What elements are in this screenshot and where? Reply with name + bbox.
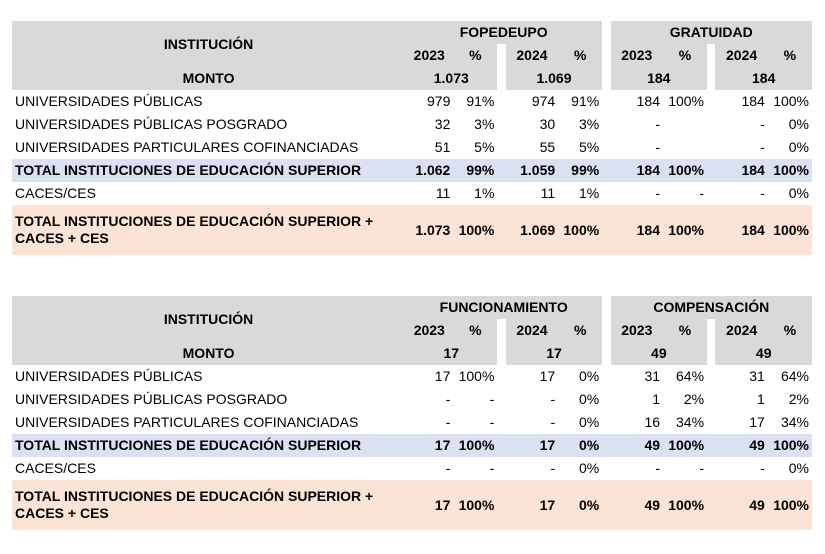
amount-cell: - bbox=[550, 414, 556, 430]
percent-cell: 100% bbox=[558, 205, 602, 255]
column-gap bbox=[497, 319, 505, 342]
group-header: FUNCIONAMIENTO bbox=[405, 296, 602, 319]
column-gap bbox=[707, 136, 715, 159]
column-gap bbox=[497, 136, 505, 159]
percent-cell: 3% bbox=[474, 116, 495, 132]
percent-cell: 100% bbox=[453, 434, 497, 457]
percent-cell: - bbox=[489, 414, 495, 430]
monto-row bbox=[12, 67, 812, 90]
amount-cell: 184 bbox=[636, 93, 660, 109]
percent-cell: 0% bbox=[788, 460, 809, 476]
percent-cell: 99% bbox=[558, 159, 602, 182]
percent-cell: 100% bbox=[663, 480, 707, 530]
monto-label: MONTO bbox=[12, 342, 405, 365]
percent-cell: 0% bbox=[579, 414, 600, 430]
amount-cell: 31 bbox=[749, 368, 765, 384]
amount-cell: - bbox=[760, 139, 765, 155]
amount-cell: 17 bbox=[749, 414, 765, 430]
column-gap bbox=[707, 480, 715, 530]
amount-cell: - bbox=[445, 460, 451, 476]
row-label: CACES/CES bbox=[15, 460, 96, 476]
percent-cell: 100% bbox=[453, 205, 497, 255]
percent-cell: - bbox=[699, 460, 705, 476]
percent-cell: 100% bbox=[453, 480, 497, 530]
percent-cell: 100% bbox=[768, 480, 812, 530]
amount-cell: 49 bbox=[611, 434, 663, 457]
percent-cell: 0% bbox=[579, 391, 600, 407]
percent-cell: 1% bbox=[474, 185, 495, 201]
row-label: UNIVERSIDADES PARTICULARES COFINANCIADAS bbox=[15, 414, 359, 430]
amount-cell: 17 bbox=[506, 434, 558, 457]
column-gap bbox=[497, 90, 505, 113]
header-row-groups bbox=[12, 21, 812, 44]
percent-cell: 0% bbox=[788, 116, 809, 132]
table-funcionamiento-compensacion bbox=[12, 296, 812, 530]
percent-cell: 100% bbox=[663, 434, 707, 457]
column-gap bbox=[497, 457, 505, 480]
column-gap bbox=[707, 457, 715, 480]
amount-cell: - bbox=[760, 460, 765, 476]
amount-cell: 974 bbox=[531, 93, 556, 109]
amount-cell: - bbox=[655, 139, 660, 155]
percent-cell: 34% bbox=[780, 414, 809, 430]
column-gap bbox=[707, 319, 715, 342]
percent-cell bbox=[663, 113, 707, 136]
percent-cell: 34% bbox=[676, 414, 705, 430]
amount-cell: 17 bbox=[405, 480, 453, 530]
year-header: 2023 bbox=[611, 44, 663, 67]
row-label: TOTAL INSTITUCIONES DE EDUCACIÓN SUPERIOR + CACES + CES bbox=[12, 480, 405, 530]
percent-cell: 2% bbox=[788, 391, 809, 407]
year-header: 2024 bbox=[506, 44, 558, 67]
pct-header: % bbox=[558, 44, 602, 67]
table-row bbox=[12, 388, 812, 411]
column-gap bbox=[497, 480, 505, 530]
percent-cell: 5% bbox=[474, 139, 495, 155]
column-gap bbox=[497, 411, 505, 434]
monto-value: 184 bbox=[715, 67, 812, 90]
column-gap bbox=[602, 205, 610, 255]
percent-cell bbox=[663, 136, 707, 159]
column-gap bbox=[602, 296, 610, 319]
percent-cell: 100% bbox=[668, 93, 705, 109]
percent-cell: - bbox=[489, 460, 495, 476]
column-gap bbox=[602, 388, 610, 411]
column-gap bbox=[602, 159, 610, 182]
amount-cell: 32 bbox=[434, 116, 451, 132]
amount-cell: - bbox=[445, 414, 451, 430]
amount-cell: - bbox=[550, 460, 556, 476]
column-gap bbox=[602, 136, 610, 159]
monto-value: 184 bbox=[611, 67, 707, 90]
column-gap bbox=[602, 44, 610, 67]
monto-value: 17 bbox=[405, 342, 497, 365]
column-gap bbox=[497, 182, 505, 205]
amount-cell: - bbox=[760, 116, 765, 132]
row-label: UNIVERSIDADES PÚBLICAS POSGRADO bbox=[15, 391, 288, 407]
column-gap bbox=[707, 90, 715, 113]
column-gap bbox=[707, 67, 715, 90]
column-gap bbox=[602, 342, 610, 365]
column-gap bbox=[497, 365, 505, 388]
amount-cell: 1.062 bbox=[405, 159, 453, 182]
percent-cell: 0% bbox=[579, 460, 600, 476]
column-gap bbox=[602, 21, 610, 44]
group-header: FOPEDEUPO bbox=[405, 21, 602, 44]
monto-value: 1.073 bbox=[405, 67, 497, 90]
group-header: GRATUIDAD bbox=[611, 21, 812, 44]
column-gap bbox=[707, 342, 715, 365]
amount-cell: 17 bbox=[434, 368, 451, 384]
column-gap bbox=[602, 182, 610, 205]
percent-cell: - bbox=[489, 391, 495, 407]
percent-cell: 100% bbox=[458, 368, 495, 384]
row-label: TOTAL INSTITUCIONES DE EDUCACIÓN SUPERIOR + CACES + CES bbox=[12, 205, 405, 255]
monto-value: 49 bbox=[715, 342, 812, 365]
table-row bbox=[12, 411, 812, 434]
total-ies-row bbox=[12, 159, 812, 182]
amount-cell: - bbox=[445, 391, 451, 407]
column-gap bbox=[602, 113, 610, 136]
column-gap bbox=[497, 342, 505, 365]
percent-cell: 91% bbox=[571, 93, 600, 109]
amount-cell: 17 bbox=[506, 480, 558, 530]
institution-header: INSTITUCIÓN bbox=[12, 296, 405, 342]
row-label: UNIVERSIDADES PARTICULARES COFINANCIADAS bbox=[15, 139, 359, 155]
amount-cell: 31 bbox=[644, 368, 661, 384]
column-gap bbox=[707, 434, 715, 457]
amount-cell: - bbox=[760, 185, 765, 201]
column-gap bbox=[497, 205, 505, 255]
amount-cell: 1.059 bbox=[506, 159, 558, 182]
column-gap bbox=[707, 182, 715, 205]
monto-value: 17 bbox=[506, 342, 602, 365]
amount-cell: 30 bbox=[539, 116, 556, 132]
amount-cell: 49 bbox=[715, 434, 767, 457]
year-header: 2023 bbox=[611, 319, 663, 342]
amount-cell: 49 bbox=[715, 480, 767, 530]
row-label: UNIVERSIDADES PÚBLICAS bbox=[15, 93, 203, 109]
amount-cell: 1.069 bbox=[506, 205, 558, 255]
year-header: 2023 bbox=[405, 319, 453, 342]
amount-cell: - bbox=[655, 460, 661, 476]
amount-cell: 17 bbox=[539, 368, 556, 384]
percent-cell: - bbox=[699, 185, 705, 201]
amount-cell: 55 bbox=[539, 139, 556, 155]
percent-cell: 3% bbox=[578, 116, 600, 132]
institution-header: INSTITUCIÓN bbox=[12, 21, 405, 67]
column-gap bbox=[707, 44, 715, 67]
amount-cell: 16 bbox=[644, 414, 661, 430]
amount-cell: 979 bbox=[427, 93, 451, 109]
column-gap bbox=[497, 44, 505, 67]
amount-cell: 1.073 bbox=[405, 205, 453, 255]
column-gap bbox=[707, 365, 715, 388]
amount-cell: 17 bbox=[405, 434, 453, 457]
table-row bbox=[12, 90, 812, 113]
monto-value: 1.069 bbox=[506, 67, 602, 90]
caces-row bbox=[12, 182, 812, 205]
table-fopedeupo-gratuidad bbox=[12, 21, 812, 255]
monto-value: 49 bbox=[611, 342, 707, 365]
column-gap bbox=[707, 205, 715, 255]
column-gap bbox=[707, 388, 715, 411]
amount-cell: 184 bbox=[715, 205, 767, 255]
percent-cell: 2% bbox=[683, 391, 705, 407]
row-label: UNIVERSIDADES PÚBLICAS bbox=[15, 368, 203, 384]
amount-cell: - bbox=[655, 116, 660, 132]
amount-cell: 184 bbox=[611, 159, 663, 182]
table-row bbox=[12, 136, 812, 159]
year-header: 2024 bbox=[506, 319, 558, 342]
column-gap bbox=[602, 365, 610, 388]
percent-cell: 0% bbox=[579, 368, 600, 384]
column-gap bbox=[707, 411, 715, 434]
percent-cell: 0% bbox=[788, 139, 809, 155]
row-label: TOTAL INSTITUCIONES DE EDUCACIÓN SUPERIOR bbox=[12, 434, 405, 457]
percent-cell: 1% bbox=[578, 185, 600, 201]
row-label: CACES/CES bbox=[15, 185, 96, 201]
caces-row bbox=[12, 457, 812, 480]
pct-header: % bbox=[453, 44, 497, 67]
table-row bbox=[12, 365, 812, 388]
pct-header: % bbox=[663, 319, 707, 342]
grand-total-row bbox=[12, 480, 812, 530]
percent-cell: 100% bbox=[768, 434, 812, 457]
pct-header: % bbox=[663, 44, 707, 67]
amount-cell: 51 bbox=[434, 139, 451, 155]
group-header: COMPENSACIÓN bbox=[611, 296, 812, 319]
percent-cell: 100% bbox=[663, 159, 707, 182]
monto-row bbox=[12, 342, 812, 365]
percent-cell: 0% bbox=[788, 185, 809, 201]
column-gap bbox=[497, 388, 505, 411]
pct-header: % bbox=[558, 319, 602, 342]
year-header: 2023 bbox=[405, 44, 453, 67]
year-header: 2024 bbox=[715, 44, 767, 67]
amount-cell: - bbox=[550, 391, 556, 407]
amount-cell: 184 bbox=[611, 205, 663, 255]
amount-cell: 11 bbox=[540, 185, 556, 201]
amount-cell: 11 bbox=[435, 185, 451, 201]
column-gap bbox=[602, 480, 610, 530]
row-label: UNIVERSIDADES PÚBLICAS POSGRADO bbox=[15, 116, 288, 132]
amount-cell: 1 bbox=[757, 391, 765, 407]
percent-cell: 0% bbox=[558, 480, 602, 530]
percent-cell: 100% bbox=[773, 93, 809, 109]
column-gap bbox=[602, 90, 610, 113]
percent-cell: 64% bbox=[780, 368, 809, 384]
percent-cell: 100% bbox=[768, 205, 812, 255]
column-gap bbox=[497, 113, 505, 136]
column-gap bbox=[602, 457, 610, 480]
amount-cell: - bbox=[655, 185, 660, 201]
column-gap bbox=[497, 67, 505, 90]
percent-cell: 100% bbox=[768, 159, 812, 182]
column-gap bbox=[497, 159, 505, 182]
percent-cell: 99% bbox=[453, 159, 497, 182]
table-row bbox=[12, 113, 812, 136]
row-label: TOTAL INSTITUCIONES DE EDUCACIÓN SUPERIOR bbox=[12, 159, 405, 182]
percent-cell: 64% bbox=[676, 368, 705, 384]
column-gap bbox=[602, 319, 610, 342]
amount-cell: 1 bbox=[652, 391, 661, 407]
percent-cell: 0% bbox=[558, 434, 602, 457]
total-ies-row bbox=[12, 434, 812, 457]
column-gap bbox=[497, 434, 505, 457]
amount-cell: 184 bbox=[715, 159, 767, 182]
year-header: 2024 bbox=[715, 319, 767, 342]
amount-cell: 49 bbox=[611, 480, 663, 530]
pct-header: % bbox=[453, 319, 497, 342]
percent-cell: 5% bbox=[578, 139, 600, 155]
header-row-groups bbox=[12, 296, 812, 319]
percent-cell: 100% bbox=[663, 205, 707, 255]
column-gap bbox=[602, 411, 610, 434]
column-gap bbox=[707, 113, 715, 136]
monto-label: MONTO bbox=[12, 67, 405, 90]
pct-header: % bbox=[768, 44, 812, 67]
amount-cell: 184 bbox=[741, 93, 765, 109]
percent-cell: 91% bbox=[466, 93, 495, 109]
column-gap bbox=[602, 67, 610, 90]
column-gap bbox=[602, 434, 610, 457]
pct-header: % bbox=[768, 319, 812, 342]
column-gap bbox=[707, 159, 715, 182]
grand-total-row bbox=[12, 205, 812, 255]
